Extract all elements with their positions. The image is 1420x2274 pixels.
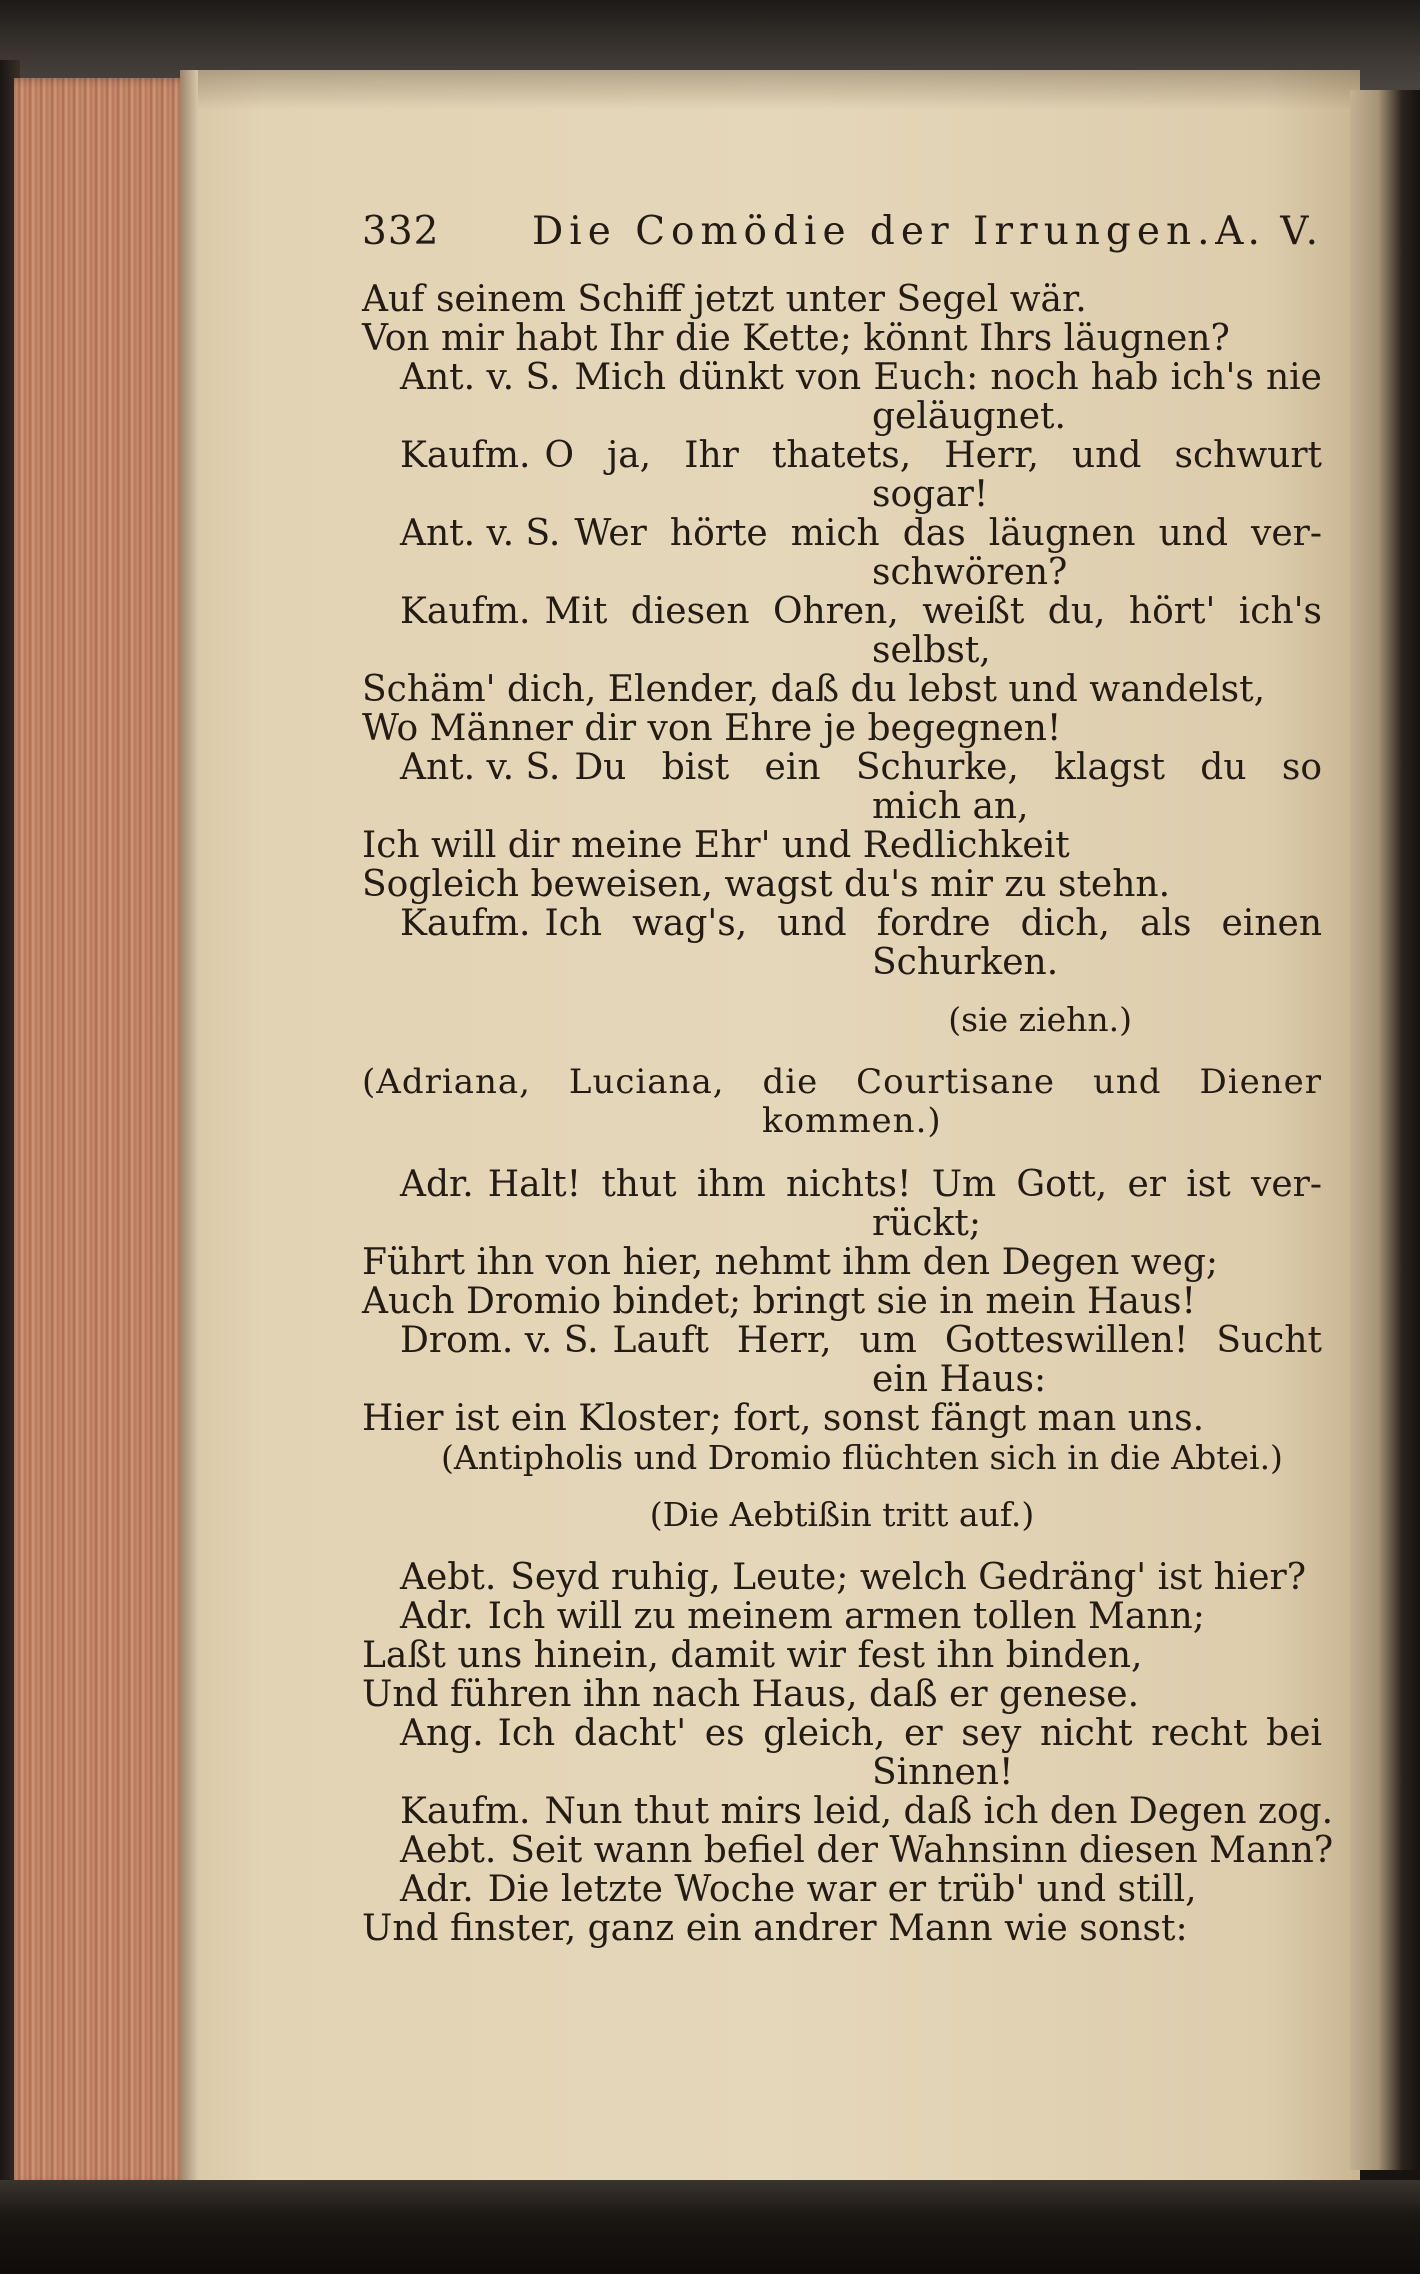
speaker: Ant. v. S.: [400, 513, 561, 554]
continuation-line: selbst,: [872, 630, 991, 671]
speech-text: Seyd ruhig, Leute; welch Gedräng' ist hier?: [510, 1557, 1307, 1598]
speech: [362, 1597, 1322, 1636]
speaker: Kaufm.: [400, 591, 531, 632]
speech-text: Ich will zu meinem armen tollen Mann;: [487, 1596, 1205, 1637]
verse-line: Und führen ihn nach Haus, daß er genese.: [362, 1674, 1140, 1715]
speaker: Adr.: [400, 1164, 474, 1205]
verse-line: Ich will dir meine Ehr' und Redlichkeit: [362, 825, 1070, 866]
speech-text: Mich dünkt von Euch: noch hab ich's nie: [574, 357, 1322, 398]
continuation-line: Schurken.: [872, 942, 1059, 983]
verse-line: Auf seinem Schiff jetzt unter Segel wär.: [362, 279, 1087, 320]
continuation-line: geläugnet.: [872, 396, 1066, 437]
speech: [362, 1791, 1334, 1832]
speech: [362, 1870, 1322, 1909]
speech: [362, 1165, 1322, 1204]
speech-text: Du bist ein Schurke, klagst du so: [574, 747, 1322, 788]
continuation-line: sogar!: [872, 474, 989, 515]
verse-line: Sogleich beweisen, wagst du's mir zu stehn.: [362, 864, 1171, 905]
speech: [362, 904, 1322, 943]
speech-text: Ich wag's, und fordre dich, als einen: [544, 903, 1322, 944]
verse-line: Von mir habt Ihr die Kette; könnt Ihrs läugnen?: [362, 318, 1230, 359]
speech-text: Seit wann befiel der Wahnsinn diesen Mann?: [510, 1830, 1334, 1871]
continuation-line: ein Haus:: [872, 1359, 1047, 1400]
speaker: Aebt.: [400, 1557, 497, 1598]
speech: [362, 1321, 1322, 1360]
speech: [362, 436, 1322, 475]
continuation-line: schwören?: [872, 552, 1068, 593]
verse-line: Wo Männer dir von Ehre je begegnen!: [362, 708, 1062, 749]
speaker: Adr.: [400, 1869, 474, 1910]
page-edges-stack: [14, 78, 192, 2186]
page-shadow: [192, 70, 1360, 110]
speaker: Kaufm.: [400, 435, 531, 476]
page-gutter: [180, 70, 198, 2190]
book-cover-bottom: [0, 2180, 1420, 2274]
continuation-line: Sinnen!: [872, 1752, 1014, 1793]
stage-direction: (sie ziehn.): [948, 1000, 1132, 1039]
stage-direction: (Antipholis und Dromio flüchten sich in die Abtei.): [441, 1438, 1283, 1477]
speech: [362, 358, 1322, 397]
speaker: Kaufm.: [400, 1791, 531, 1832]
speech-text: Wer hörte mich das läugnen und ver-: [574, 513, 1322, 554]
speaker: Drom. v. S.: [400, 1320, 599, 1361]
verse-line: Hier ist ein Kloster; fort, sonst fängt man uns.: [362, 1398, 1205, 1439]
verse-line: Auch Dromio bindet; bringt sie in mein Haus!: [362, 1281, 1196, 1322]
speech-text: Nun thut mirs leid, daß ich den Degen zog.: [544, 1791, 1334, 1832]
page-text: [362, 200, 1334, 1949]
speech-text: Lauft Herr, um Gotteswillen! Sucht: [612, 1320, 1322, 1361]
verse-line: Und finster, ganz ein andrer Mann wie sonst:: [362, 1908, 1188, 1949]
speech: [362, 748, 1322, 787]
speech-text: Ich dacht' es gleich, er sey nicht recht bei: [497, 1713, 1322, 1754]
speech: [362, 592, 1322, 631]
speech: [362, 514, 1322, 553]
speech-text: O ja, Ihr thatets, Herr, und schwurt: [544, 435, 1322, 476]
verse-line: Führt ihn von hier, nehmt ihm den Degen weg;: [362, 1242, 1219, 1283]
speaker: Aebt.: [400, 1830, 497, 1871]
page-number: 332: [362, 209, 440, 254]
speech: [362, 1830, 1334, 1871]
verse-line: Laßt uns hinein, damit wir fest ihn binden,: [362, 1635, 1143, 1676]
act-label: A. V.: [1215, 209, 1322, 254]
stage-direction: (Adriana, Luciana, die Courtisane und Diener: [362, 1062, 1322, 1102]
stage-direction-cont: kommen.): [762, 1101, 942, 1141]
page-right-edge: [1350, 90, 1420, 2170]
speech-text: Die letzte Woche war er trüb' und still,: [487, 1869, 1197, 1910]
speaker: Ant. v. S.: [400, 357, 561, 398]
speaker: Ant. v. S.: [400, 747, 561, 788]
speech-text: Mit diesen Ohren, weißt du, hört' ich's: [544, 591, 1322, 632]
speech-text: Halt! thut ihm nichts! Um Gott, er ist ver-: [487, 1164, 1322, 1205]
speaker: Kaufm.: [400, 903, 531, 944]
running-header: [362, 200, 1322, 280]
verse-line: Schäm' dich, Elender, daß du lebst und wandelst,: [362, 669, 1266, 710]
continuation-line: mich an,: [872, 786, 1029, 827]
running-title: Die Comödie der Irrungen.: [532, 209, 1216, 254]
continuation-line: rückt;: [872, 1203, 981, 1244]
speaker: Ang.: [400, 1713, 484, 1754]
stage-direction: (Die Aebtißin tritt auf.): [649, 1495, 1035, 1534]
speech: [362, 1714, 1322, 1753]
speech: [362, 1558, 1322, 1597]
speaker: Adr.: [400, 1596, 474, 1637]
